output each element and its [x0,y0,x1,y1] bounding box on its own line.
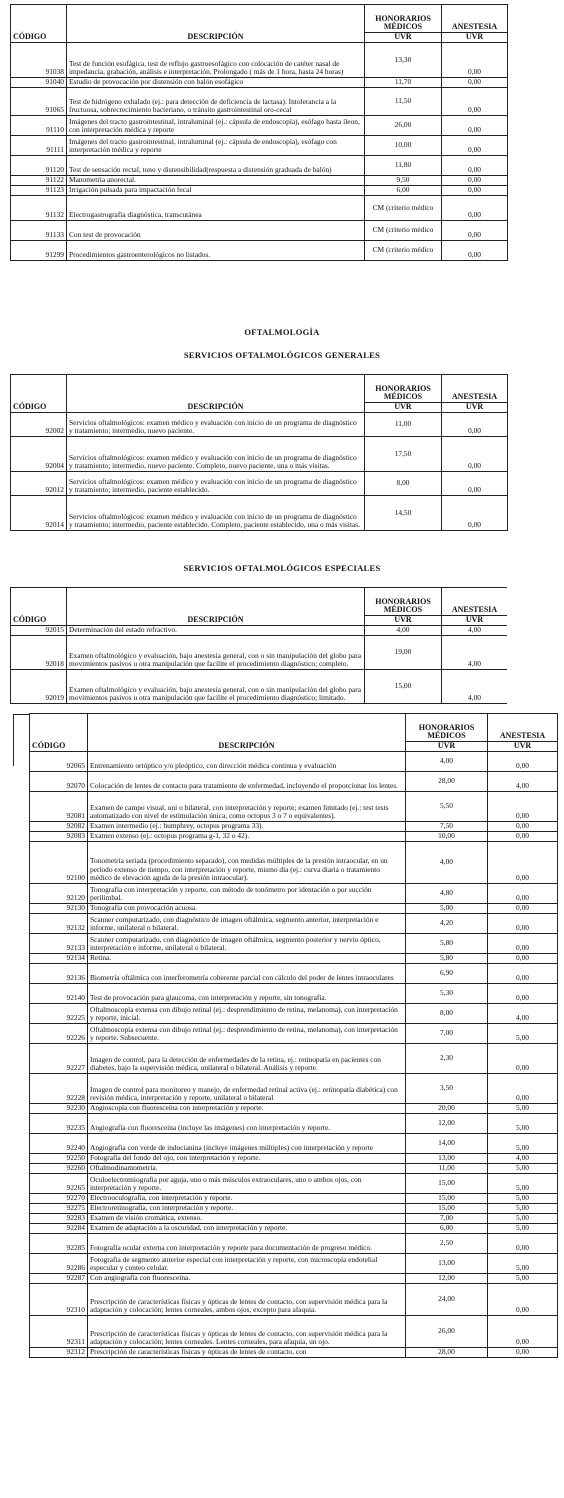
row-anesthesia: 4,00 [488,1154,558,1164]
row-code: 92140 [30,984,88,1004]
table-row [30,1114,558,1134]
row-uvr: 24,00 [406,1284,488,1316]
table-row [30,1316,558,1348]
row-anesthesia: 0,00 [488,904,558,914]
row-description: Con angiografía con fluoresceína. [88,1274,406,1284]
table-row [30,752,558,772]
row-anesthesia: 0,00 [442,496,508,531]
table-row [30,954,558,964]
row-description: Test de función esofágica, test de reflujo gastroesofágico con colocación de catéter nasal de impedancia, grabación, análisis e interpretación. Prolongado ( más de 1 hora, hasta 24 horas) [67,43,365,78]
table-row [30,1024,558,1044]
table-row [11,78,508,88]
row-uvr: 6,90 [406,964,488,984]
row-anesthesia: 0,00 [488,884,558,904]
table-row [30,1204,558,1214]
table-special-services [10,587,507,711]
table-row [30,1154,558,1164]
row-code: 91065 [11,88,67,116]
row-description: Determinación del estado refractivo. [67,626,365,636]
row-anesthesia: 0,00 [442,116,508,136]
row-code: 92230 [30,1104,88,1114]
row-code: 92070 [30,772,88,792]
row-code: 92065 [30,752,88,772]
row-description: Angioscopía con fluoresceína con interpretación y reporte. [88,1104,406,1114]
row-uvr: 8,00 [406,1004,488,1024]
row-description: Angiografía con verde de indocianina (incluye imágenes múltiples) con interpretación y reporte [88,1134,406,1154]
row-uvr: 5,80 [406,934,488,954]
row-description: Irrigación pulsada para impactación fecal [67,186,365,196]
table-row [11,472,508,496]
row-anesthesia: 0,00 [442,186,508,196]
row-uvr: 11,70 [365,78,442,88]
row-description: Electrooculografía, con interpretación y reporte. [88,1194,406,1204]
table-row [30,1004,558,1024]
row-code: 92120 [30,884,88,904]
table-row [30,964,558,984]
row-description: Imagen de control para monitoreo y manejo, de enfermedad retinal activa (ej.: retinopatía diabética) con revisión médica, interpretación y reporte, unilateral o bilateral [88,1074,406,1104]
row-uvr: 5,00 [406,904,488,914]
row-code: 92285 [30,1234,88,1254]
row-code: 92015 [11,626,67,636]
row-uvr: 20,00 [406,1104,488,1114]
row-code: 91038 [11,43,67,78]
table-row [30,842,558,884]
row-code: 92012 [11,472,67,496]
table-row [30,1274,558,1284]
anesthesia-header: ANESTESIA [442,375,508,403]
table-special-services-continued [29,713,557,1358]
row-anesthesia: 0,00 [488,1348,558,1358]
row-description: Oculoelectromiografía por aguja, uno o más músculos extraoculares, uno o ambos ojos, con interpretación y reporte. [88,1174,406,1194]
row-description: Oftalmoscopía extensa con dibujo retinal (ej.: desprendimiento de retina, melanoma), con interpretación y reporte. Subsecuente. [88,1024,406,1044]
table-row [11,437,508,472]
row-anesthesia: 0,00 [488,1044,558,1074]
table-row [30,792,558,822]
row-uvr: 14,50 [365,496,442,531]
row-uvr: CM (criterio médico [365,196,442,221]
row-uvr: 7,00 [406,1214,488,1224]
row-anesthesia: 4,00 [488,772,558,792]
table-row [30,1254,558,1274]
row-description: Prescripción de características físicas y ópticas de lentes de contacto, con supervisión médica para la adaptación y colocación; lentes corneales, ambos ojos, excepto para afaquia. [88,1284,406,1316]
row-code: 92081 [30,792,88,822]
row-anesthesia: 5,00 [488,1274,558,1284]
row-code: 92265 [30,1174,88,1194]
row-anesthesia: 5,00 [488,1204,558,1214]
table-row [11,88,508,116]
table-row [30,1348,558,1358]
table-row [30,1104,558,1114]
row-uvr: 3,50 [406,1074,488,1104]
row-description: Test de hidrógeno exhalado (ej.: para detección de deficiencia de lactasa). Intolerancia a la fructuosa, sobrecrecimiento bacteriano, o tránsito gastrointestinal oro-cecal [67,88,365,116]
row-uvr: 7,50 [406,822,488,832]
row-code: 92002 [11,413,67,437]
row-description: Servicios oftalmológicos: examen médico y evaluación con inicio de un programa de diagnóstico y tratamiento; intermedio, nuevo paciente. [67,413,365,437]
row-uvr: 14,00 [406,1134,488,1154]
row-description: Estudio de provocación por distensión con balón esofágico [67,78,365,88]
row-anesthesia: 5,00 [488,1254,558,1274]
table-row [11,241,508,261]
row-description: Entrenamiento ortóptico y/o pleóptico, con dirección médica continua y evaluación [88,752,406,772]
row-code: 92082 [30,822,88,832]
row-description: Retina. [88,954,406,964]
row-description: Tonografía con interpretación y reporte, con método de tonómetro por identación o por succión perilimbal. [88,884,406,904]
row-uvr: 11,00 [365,413,442,437]
row-anesthesia: 0,00 [488,832,558,842]
table-row [30,904,558,914]
row-description: Scanner computarizado, con diagnóstico de imagen oftálmica, segmento posterior y nervio óptico, interpretación e informe, unilateral o bilateral. [88,934,406,954]
uvr-header: UVR [365,403,442,413]
table-row [30,1174,558,1194]
row-anesthesia: 0,00 [488,1284,558,1316]
table-row [30,1134,558,1154]
row-uvr: 2,50 [406,1234,488,1254]
row-uvr: 4,00 [365,626,442,636]
row-anesthesia: 0,00 [442,156,508,176]
row-uvr: 19,00 [365,636,442,670]
row-description: Electroretinografía, con interpretación y reporte. [88,1204,406,1214]
row-uvr: 28,00 [406,772,488,792]
row-description: Colocación de lentes de contacto para tratamiento de enfermedad, incluyendo el proporcionar los lentes. [88,772,406,792]
table-row [11,221,508,241]
row-uvr: CM (criterio médico [365,221,442,241]
overlap-edge [13,714,29,715]
row-anesthesia: 4,00 [442,670,508,704]
row-code: 91120 [11,156,67,176]
table-gastro [10,4,507,261]
row-description: Imágenes del tracto gastrointestinal, intraluminal (ej.: cápsula de endoscopía), esófago con interpretación médica y reporte [67,136,365,156]
row-code: 92004 [11,437,67,472]
row-description: Examen intermedio (ej.: humphrey, octopus programa 33). [88,822,406,832]
row-uvr: 17,50 [365,437,442,472]
row-description: Scanner computarizado, con diagnóstico de imagen oftálmica, segmento anterior, interpretación e informe, unilateral o bilateral. [88,914,406,934]
table-row [11,43,508,78]
row-description: Prescripción de características físicas y ópticas de lentes de contacto, con [88,1348,406,1358]
row-description: Examen extenso (ej.: octopus programa g-1, 32 o 42). [88,832,406,842]
anesthesia-header: ANESTESIA [442,5,508,33]
table-row [11,670,508,704]
row-anesthesia: 0,00 [488,1074,558,1104]
row-description: Examen de campo visual, uni o bilateral, con interpretación y reporte; examen limitado (ej.: test tests automatizado con nivel de estimulación única, como octopus 3 o 7 o equivalentes). [88,792,406,822]
row-code: 91040 [11,78,67,88]
row-uvr: 13,30 [365,43,442,78]
row-code: 91110 [11,116,67,136]
row-uvr: 10,00 [406,832,488,842]
table-row [30,1044,558,1074]
table-row [30,914,558,934]
row-code: 92311 [30,1316,88,1348]
row-description: Tonometría seriada (procedimiento separado), con medidas múltiples de la presión intraocular, en un período extenso de tiempo, con interpretación y reporte, mismo día (ej.: curva diaria o tratamiento médico de elevación aguda de la presión intraocular). [88,842,406,884]
row-anesthesia: 0,00 [488,984,558,1004]
row-uvr: 6,00 [365,186,442,196]
row-uvr: 15,00 [365,670,442,704]
row-uvr: 15,00 [406,1204,488,1214]
row-code: 92310 [30,1284,88,1316]
row-description: Oftalmoscopía extensa con dibujo retinal (ej.: desprendimiento de retina, melanoma), con interpretación y reporte, inicial. [88,1004,406,1024]
row-description: Servicios oftalmológicos: examen médico y evaluación con inicio de un programa de diagnóstico y tratamiento; intermedio, paciente establecido. Completo, paciente establecido, una o más visitas. [67,496,365,531]
table-row [11,156,508,176]
table-row [11,196,508,221]
row-description: Biometría oftálmica con interferometría coherente parcial con cálculo del poder de lentes intraoculares [88,964,406,984]
row-uvr: 13,00 [406,1254,488,1274]
row-anesthesia: 0,00 [488,914,558,934]
row-code: 92260 [30,1164,88,1174]
row-anesthesia: 5,00 [488,1134,558,1154]
row-uvr: 8,00 [365,472,442,496]
row-anesthesia: 0,00 [488,1316,558,1348]
row-description: Test de sensación rectal, tono y distensibilidad(respuesta a distensión graduada de balón) [67,156,365,176]
row-uvr: 12,00 [406,1274,488,1284]
row-anesthesia: 0,00 [488,954,558,964]
row-uvr: 11,50 [365,88,442,116]
table-row [11,176,508,186]
row-description: Imagen de control, para la detección de enfermedades de la retina, ej.: retinopatía en pacientes con diabetes, bajo la supervisión médica, unilateral o bilateral. Análisis y reporte. [88,1044,406,1074]
row-anesthesia: 0,00 [442,437,508,472]
row-description: Fotografía de segmento anterior especial con interpretación y reporte, con microscopía endotelial especular y conteo celular. [88,1254,406,1274]
row-code: 92235 [30,1114,88,1134]
row-code: 92134 [30,954,88,964]
row-anesthesia: 5,00 [488,1024,558,1044]
row-code: 91133 [11,221,67,241]
row-anesthesia: 4,00 [442,626,508,636]
row-code: 92133 [30,934,88,954]
code-header: CÓDIGO [11,375,67,413]
description-header: DESCRIPCIÓN [67,5,365,43]
uvr-header: UVR [406,742,488,752]
row-code: 92014 [11,496,67,531]
description-header: DESCRIPCIÓN [67,588,365,626]
row-uvr: 5,50 [406,792,488,822]
row-anesthesia: 0,00 [442,136,508,156]
row-description: Angiografía con fluoresceína (incluye las imágenes) con interpretación y reporte. [88,1114,406,1134]
row-uvr: 15,00 [406,1174,488,1194]
row-anesthesia: 0,00 [442,472,508,496]
row-anesthesia: 5,00 [488,1114,558,1134]
row-code: 92227 [30,1044,88,1074]
row-code: 92018 [11,636,67,670]
table-row [30,1214,558,1224]
row-code: 92100 [30,842,88,884]
general-services-title: SERVICIOS OFTALMOLÓGICOS GENERALES [183,350,381,360]
specialty-title: OFTALMOLOGÍA [244,327,320,337]
row-description: Manometría anorectal. [67,176,365,186]
uvr-header: UVR [442,616,508,626]
row-code: 92287 [30,1274,88,1284]
description-header: DESCRIPCIÓN [88,714,406,752]
row-anesthesia: 5,00 [488,1104,558,1114]
row-uvr: 5,80 [406,954,488,964]
row-uvr: 26,00 [365,116,442,136]
row-uvr: 5,30 [406,984,488,1004]
row-code: 92130 [30,904,88,914]
row-code: 92286 [30,1254,88,1274]
row-description: Con test de provocación [67,221,365,241]
row-code: 92228 [30,1074,88,1104]
table-row [30,1224,558,1234]
row-description: Servicios oftalmológicos: examen médico y evaluación con inicio de un programa de diagnóstico y tratamiento; intermedio, nuevo paciente. Completo, nuevo paciente, una o más visitas. [67,437,365,472]
uvr-header: UVR [365,33,442,43]
row-code: 92283 [30,1214,88,1224]
row-anesthesia: 5,00 [488,1224,558,1234]
row-uvr: 9,50 [365,176,442,186]
table-row [30,1284,558,1316]
table-row [30,934,558,954]
row-anesthesia: 0,00 [442,88,508,116]
row-code: 91132 [11,196,67,221]
row-uvr: 15,00 [406,1194,488,1204]
description-header: DESCRIPCIÓN [67,375,365,413]
fees-header: HONORARIOS MÉDICOS [365,588,442,616]
row-code: 91111 [11,136,67,156]
row-code: 92019 [11,670,67,704]
row-uvr: 4,20 [406,914,488,934]
row-uvr: 13,00 [406,1154,488,1164]
row-description: Fotografía del fondo del ojo, con interpretación y reporte. [88,1154,406,1164]
table-row [11,496,508,531]
row-anesthesia: 0,00 [442,78,508,88]
row-code: 92250 [30,1154,88,1164]
special-services-title: SERVICIOS OFTALMOLÓGICOS ESPECIALES [183,563,381,573]
row-anesthesia: 0,00 [488,934,558,954]
row-code: 91299 [11,241,67,261]
table-general-services [10,374,507,531]
row-uvr: 4,80 [406,884,488,904]
row-anesthesia: 0,00 [442,241,508,261]
row-code: 92226 [30,1024,88,1044]
row-anesthesia: 4,00 [442,636,508,670]
row-uvr: CM (criterio médico [365,241,442,261]
row-anesthesia: 5,00 [488,1194,558,1204]
row-code: 91123 [11,186,67,196]
row-description: Examen oftalmológico y evaluación, bajo anestesia general, con o sin manipulación del globo para movimientos pasivos u otra manipulación que facilite el procedimiento diagnóstico; limitado. [67,670,365,704]
row-anesthesia: 5,00 [488,1174,558,1194]
table-row [30,772,558,792]
row-uvr: 4,00 [406,842,488,884]
row-description: Servicios oftalmológicos: examen médico y evaluación con inicio de un programa de diagnóstico y tratamiento; intermedio, paciente establecido. [67,472,365,496]
row-uvr: 28,00 [406,1348,488,1358]
row-description: Examen de visión cromática, extenso. [88,1214,406,1224]
row-anesthesia: 0,00 [442,176,508,186]
row-anesthesia: 0,00 [488,842,558,884]
row-uvr: 12,00 [406,1114,488,1134]
row-description: Fotografía ocular externa con interpretación y reporte para documentación de progreso médico. [88,1234,406,1254]
uvr-header: UVR [442,33,508,43]
table-row [11,186,508,196]
table-row [11,136,508,156]
row-description: Examen oftalmológico y evaluación, bajo anestesia general, con o sin manipulación del globo para movimientos pasivos u otra manipulación que facilite el procedimiento diagnóstico; completo. [67,636,365,670]
row-description: Electrogastrografía diagnóstica, transcutánea [67,196,365,221]
row-description: Test de provocación para glaucoma, con interpretación y reporte, sin tonografía. [88,984,406,1004]
row-code: 92312 [30,1348,88,1358]
row-description: Imágenes del tracto gastrointestinal, intraluminal (ej.: cápsula de endoscopía), esófago hasta íleon, con interpretación médica y reporte [67,116,365,136]
row-uvr: 2,30 [406,1044,488,1074]
row-code: 92275 [30,1204,88,1214]
table-row [11,116,508,136]
table-row [30,1194,558,1204]
table-row [30,832,558,842]
row-description: Procedimientos gastroenterológicos no listados. [67,241,365,261]
fees-header: HONORARIOS MÉDICOS [406,714,488,742]
table-row [30,1074,558,1104]
row-anesthesia: 0,00 [488,822,558,832]
row-uvr: 7,00 [406,1024,488,1044]
row-code: 92136 [30,964,88,984]
table-row [11,626,508,636]
row-description: Tonografía con provocación acuosa. [88,904,406,914]
row-description: Oftalmodinamometría. [88,1164,406,1174]
row-code: 91122 [11,176,67,186]
row-anesthesia: 4,00 [488,1004,558,1024]
row-code: 92240 [30,1134,88,1154]
row-code: 92083 [30,832,88,842]
uvr-header: UVR [488,742,558,752]
fees-header: HONORARIOS MÉDICOS [365,375,442,403]
row-anesthesia: 5,00 [488,1214,558,1224]
row-uvr: 4,00 [406,752,488,772]
uvr-header: UVR [442,403,508,413]
row-anesthesia: 0,00 [442,43,508,78]
table-row [30,1234,558,1254]
row-code: 92132 [30,914,88,934]
table-row [30,984,558,1004]
table-row [30,884,558,904]
table-row [11,636,508,670]
row-uvr: 10,00 [365,136,442,156]
row-anesthesia: 5,00 [488,1164,558,1174]
row-anesthesia: 0,00 [488,792,558,822]
code-header: CÓDIGO [30,714,88,752]
row-code: 92284 [30,1224,88,1234]
table-row [30,1164,558,1174]
row-uvr: 11,80 [365,156,442,176]
anesthesia-header: ANESTESIA [488,714,558,742]
row-uvr: 26,00 [406,1316,488,1348]
overlap-edge [13,714,14,766]
table-row [30,822,558,832]
code-header: CÓDIGO [11,5,67,43]
code-header: CÓDIGO [11,588,67,626]
row-description: Prescripción de características físicas y ópticas de lentes de contacto, con supervisión médica para la adaptación y colocación; lentes corneales. Lentes corneales, para afaquia, un ojo. [88,1316,406,1348]
fees-header: HONORARIOS MÉDICOS [365,5,442,33]
row-anesthesia: 0,00 [442,196,508,221]
row-anesthesia: 0,00 [488,964,558,984]
uvr-header: UVR [365,616,442,626]
row-code: 92225 [30,1004,88,1024]
row-anesthesia: 0,00 [488,752,558,772]
table-row [11,413,508,437]
row-uvr: 11,00 [406,1164,488,1174]
row-description: Examen de adaptación a la oscuridad, con interpretación y reporte. [88,1224,406,1234]
row-uvr: 6,00 [406,1224,488,1234]
row-anesthesia: 0,00 [442,413,508,437]
row-anesthesia: 0,00 [488,1234,558,1254]
row-anesthesia: 0,00 [442,221,508,241]
row-code: 92270 [30,1194,88,1204]
anesthesia-header: ANESTESIA [442,588,508,616]
